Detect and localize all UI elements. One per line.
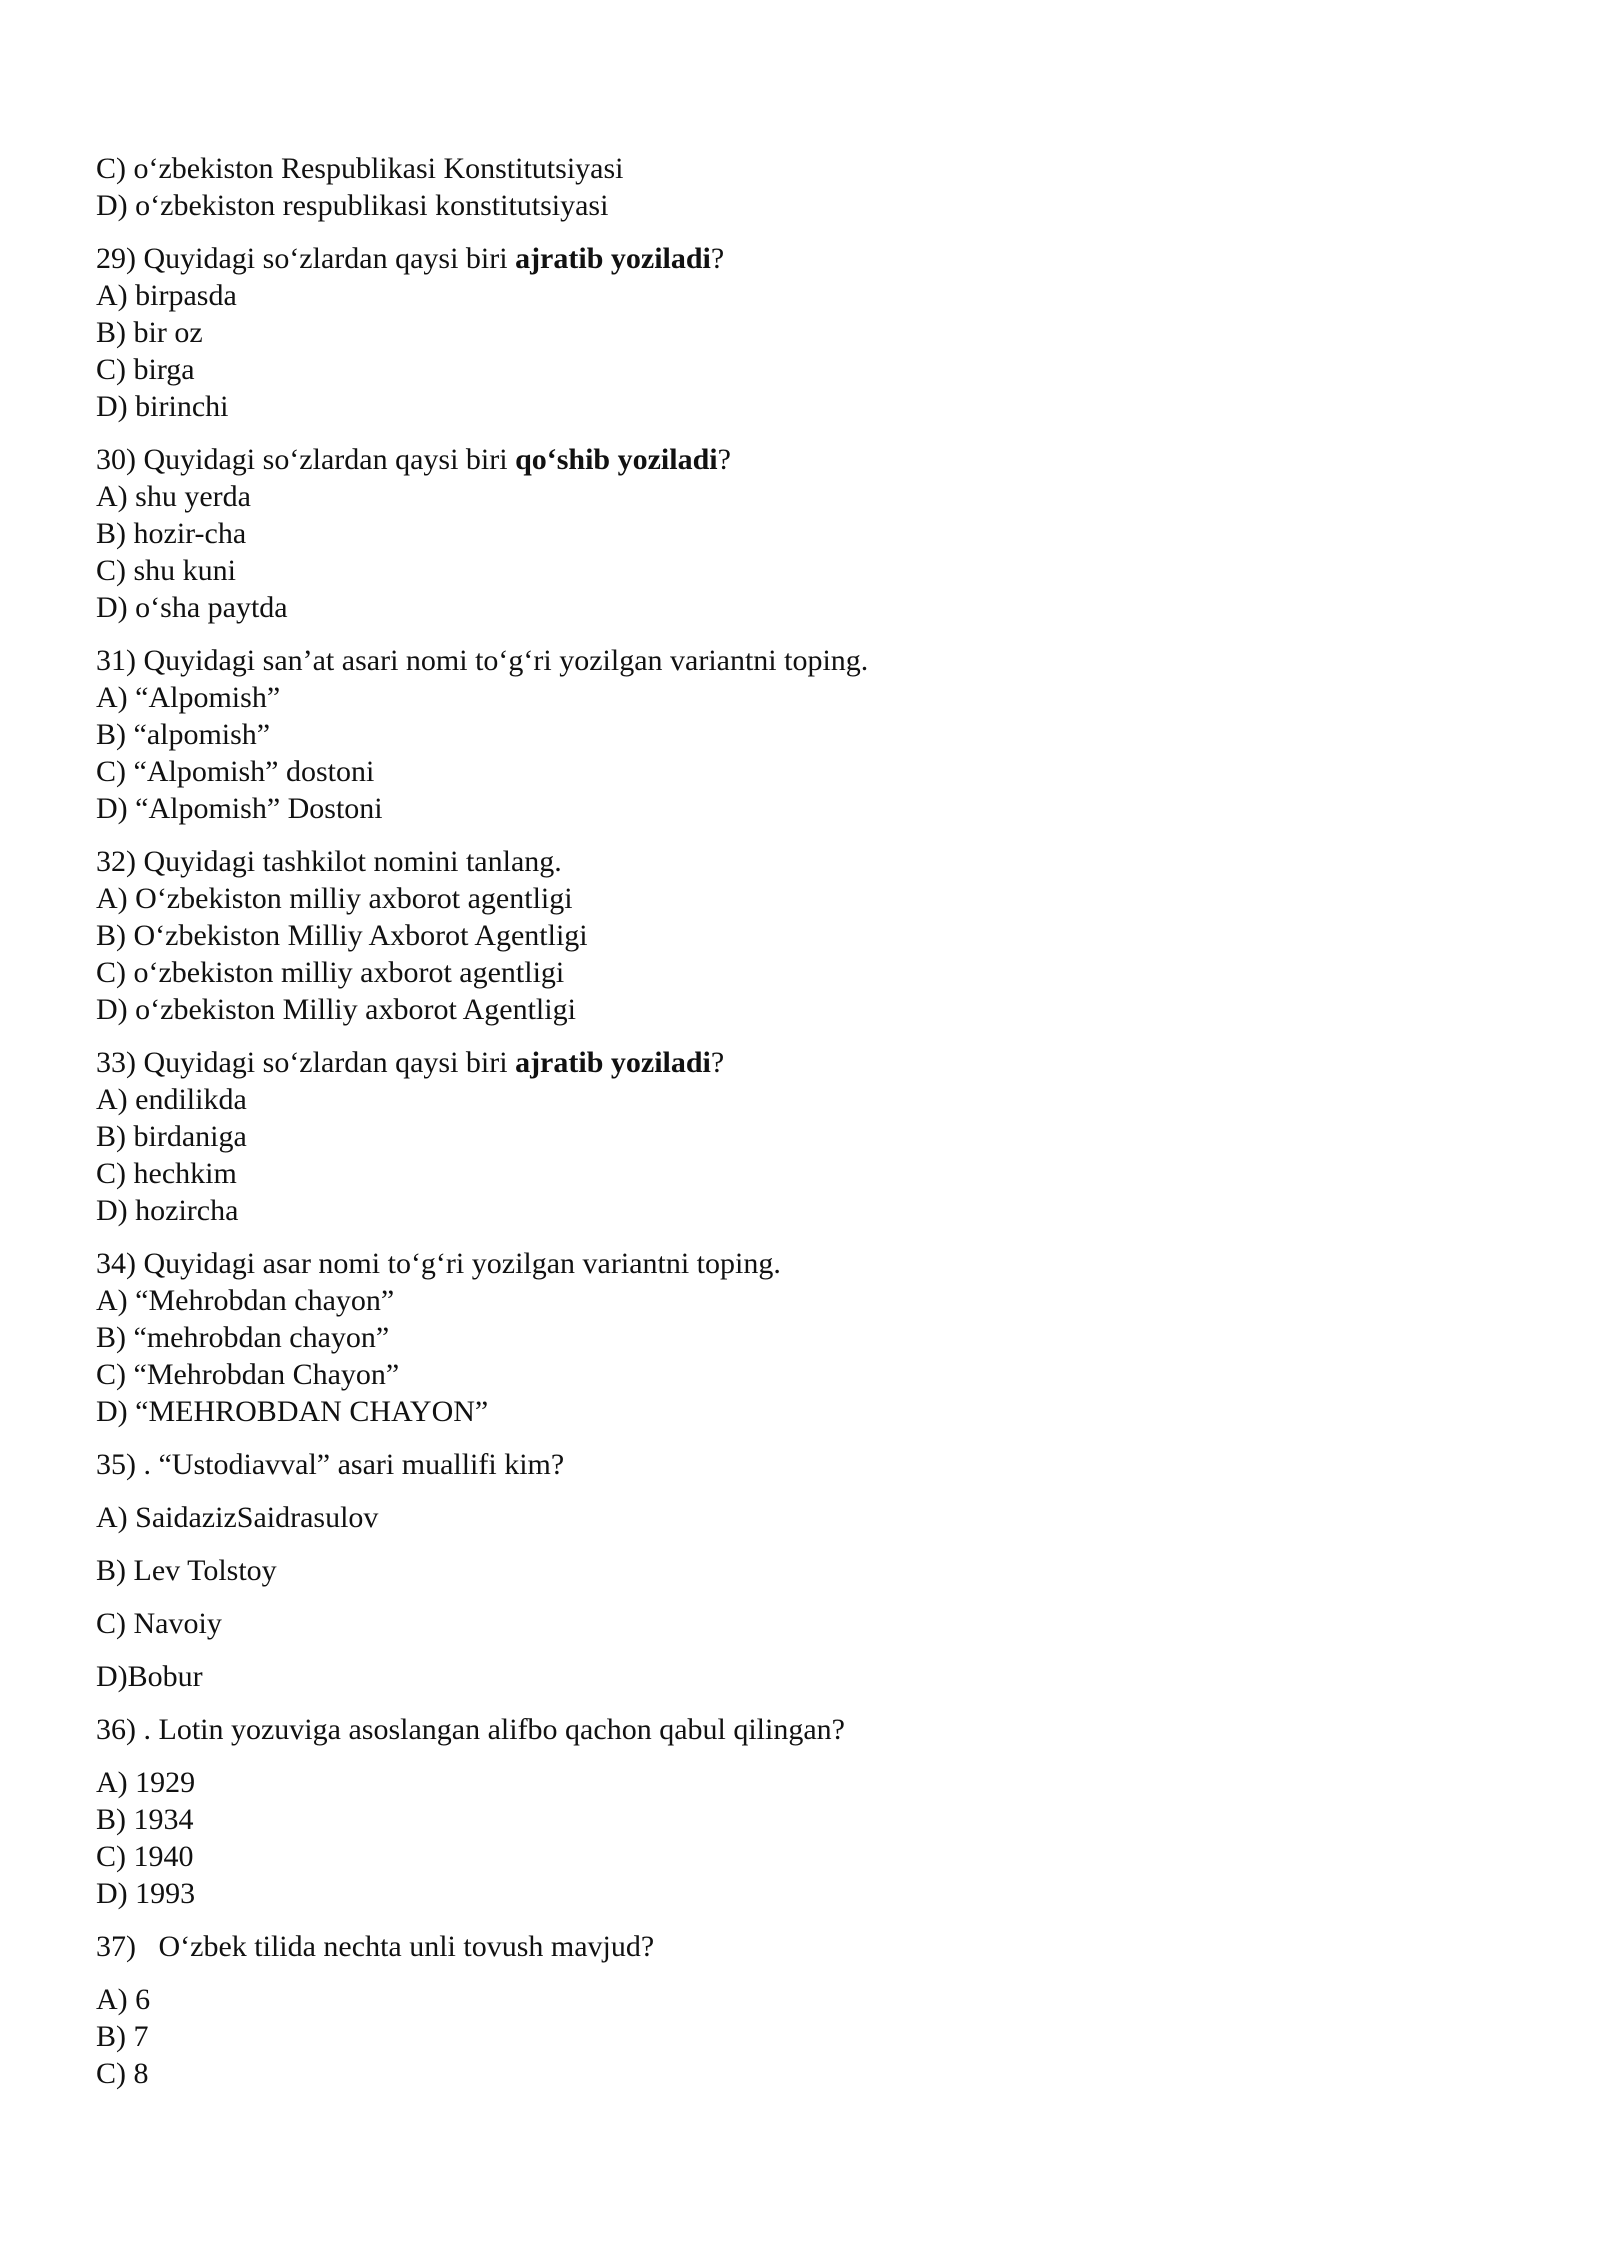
option-b: B) 7	[96, 2020, 149, 2053]
question-34	[96, 1245, 1516, 1430]
question-28-tail	[96, 150, 1516, 224]
option-c: C) “Mehrobdan Chayon”	[96, 1358, 400, 1391]
options-list	[96, 1499, 1516, 1695]
option-c: C) o‘zbekiston milliy axborot agentligi	[96, 956, 565, 989]
option-c: C) o‘zbekiston Respublikasi Konstitutsiyasi	[96, 152, 624, 185]
option-b: B) birdaniga	[96, 1120, 247, 1153]
question-emphasis: qo‘shib yoziladi	[515, 443, 718, 476]
option-a: A) birpasda	[96, 279, 237, 312]
question-36	[96, 1711, 1516, 1912]
option-c: C) birga	[96, 353, 195, 386]
question-text: 31) Quyidagi san’at asari nomi to‘g‘ri yozilgan variantni toping.	[96, 644, 869, 677]
document-page	[96, 150, 1516, 2092]
question-29	[96, 240, 1516, 425]
option-a: A) “Mehrobdan chayon”	[96, 1284, 395, 1317]
question-text: 37) O‘zbek tilida nechta unli tovush mavjud?	[96, 1930, 655, 1963]
option-d: D) o‘zbekiston Milliy axborot Agentligi	[96, 993, 576, 1026]
option-d: D) “MEHROBDAN CHAYON”	[96, 1395, 489, 1428]
question-35	[96, 1446, 1516, 1695]
option-c: C) shu kuni	[96, 554, 237, 587]
question-text: 34) Quyidagi asar nomi to‘g‘ri yozilgan variantni toping.	[96, 1247, 781, 1280]
option-b: B) 1934	[96, 1803, 194, 1836]
question-31	[96, 642, 1516, 827]
option-d: D) o‘zbekiston respublikasi konstitutsiyasi	[96, 189, 609, 222]
question-32	[96, 843, 1516, 1028]
option-d: D) hozircha	[96, 1194, 239, 1227]
option-c: C) hechkim	[96, 1157, 237, 1190]
question-text: 30) Quyidagi so‘zlardan qaysi biri qo‘shib yoziladi?	[96, 443, 731, 476]
question-emphasis: ajratib yoziladi	[515, 1046, 711, 1079]
option-c: C) 8	[96, 2057, 149, 2090]
question-37	[96, 1928, 1516, 2092]
option-c: C) Navoiy	[96, 1607, 222, 1640]
option-a: A) 1929	[96, 1766, 196, 1799]
question-text: 36) . Lotin yozuviga asoslangan alifbo qachon qabul qilingan?	[96, 1713, 845, 1746]
option-b: B) O‘zbekiston Milliy Axborot Agentligi	[96, 919, 588, 952]
option-a: A) SaidazizSaidrasulov	[96, 1501, 379, 1534]
option-d: D) “Alpomish” Dostoni	[96, 792, 383, 825]
option-b: B) Lev Tolstoy	[96, 1554, 277, 1587]
option-d: D) o‘sha paytda	[96, 591, 288, 624]
option-a: A) endilikda	[96, 1083, 247, 1116]
question-text: 35) . “Ustodiavval” asari muallifi kim?	[96, 1448, 565, 1481]
question-emphasis: ajratib yoziladi	[515, 242, 711, 275]
option-d: D)Bobur	[96, 1660, 203, 1693]
question-30	[96, 441, 1516, 626]
question-text: 29) Quyidagi so‘zlardan qaysi biri ajratib yoziladi?	[96, 242, 725, 275]
option-d: D) 1993	[96, 1877, 196, 1910]
option-a: A) O‘zbekiston milliy axborot agentligi	[96, 882, 573, 915]
question-text: 33) Quyidagi so‘zlardan qaysi biri ajratib yoziladi?	[96, 1046, 725, 1079]
question-text: 32) Quyidagi tashkilot nomini tanlang.	[96, 845, 562, 878]
option-a: A) shu yerda	[96, 480, 251, 513]
option-a: A) “Alpomish”	[96, 681, 281, 714]
option-c: C) 1940	[96, 1840, 194, 1873]
option-b: B) “alpomish”	[96, 718, 271, 751]
question-33	[96, 1044, 1516, 1229]
option-b: B) hozir-cha	[96, 517, 247, 550]
option-c: C) “Alpomish” dostoni	[96, 755, 375, 788]
option-b: B) “mehrobdan chayon”	[96, 1321, 390, 1354]
option-b: B) bir oz	[96, 316, 203, 349]
option-d: D) birinchi	[96, 390, 229, 423]
option-a: A) 6	[96, 1983, 151, 2016]
